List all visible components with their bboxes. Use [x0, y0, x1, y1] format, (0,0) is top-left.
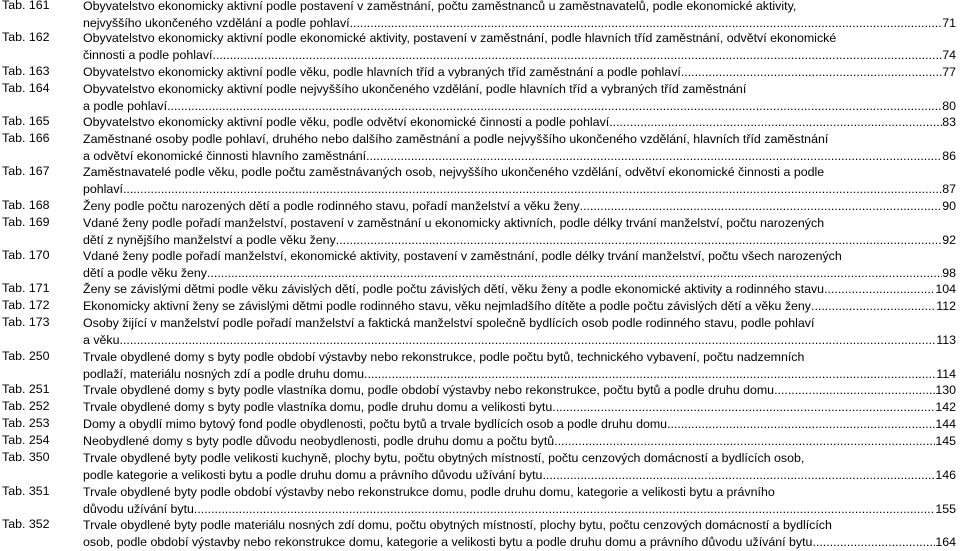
dot-leader	[812, 534, 935, 551]
title-line: činnosti a podle pohlaví	[83, 47, 213, 62]
table-number: Tab. 171	[2, 281, 50, 295]
page-number[interactable]: 77	[942, 65, 956, 79]
entry-title	[83, 198, 956, 215]
dot-leader	[167, 98, 942, 115]
dot-leader	[120, 332, 937, 349]
title-line-last	[83, 198, 956, 215]
entry-title	[83, 484, 956, 518]
page-number[interactable]: 144	[935, 417, 956, 431]
table-number: Tab. 164	[2, 81, 50, 95]
title-line: nejvyššího ukončeného vzdělání a podle pohlaví	[83, 15, 350, 30]
entry-title	[83, 349, 956, 383]
page-number[interactable]: 87	[942, 181, 956, 196]
dot-leader	[580, 198, 943, 215]
page-number[interactable]: 71	[942, 15, 956, 30]
title-line: podlaží, materiálu nosných zdí a podle druhu domu	[83, 366, 365, 381]
title-line: Domy a obydlí mimo bytový fond podle obydlenosti, počtu bytů a trvale bydlících osob a podle druhu domu	[83, 417, 668, 431]
title-line: Zaměstnavatelé podle věku, podle počtu zaměstnávaných osob, nejvyššího ukončeného vzdělání, odvětví ekonomické činnosti a podle	[83, 165, 825, 179]
entry-title	[83, 298, 956, 315]
title-line-last	[83, 281, 956, 298]
title-line-last	[83, 181, 956, 198]
entry-title	[83, 30, 956, 64]
entry-title	[83, 0, 956, 32]
title-line-last	[83, 467, 956, 484]
title-line: Osoby žijící v manželství podle pořadí manželství a faktická manželství společně bydlících osob podle rodinného stavu, podle pohlaví	[83, 316, 815, 330]
title-line: Trvale obydlené domy s byty podle období výstavby nebo rekonstrukce, podle počtu bytů, technického vybavení, počtu nadzemních	[83, 350, 805, 364]
title-line: Zaměstnané osoby podle pohlaví, druhého nebo dalšího zaměstnání a podle nejvyššího ukončeného vzdělání, hlavních tříd zaměstnání	[83, 132, 829, 146]
title-line: Ženy podle počtu narozených dětí a podle rodinného stavu, pořadí manželství a věku ženy	[83, 199, 580, 213]
table-number: Tab. 172	[2, 298, 50, 312]
dot-leader	[824, 281, 935, 298]
page-number[interactable]: 86	[942, 148, 956, 163]
title-line: Obyvatelstvo ekonomicky aktivní podle nejvyššího ukončeného vzdělání, podle hlavních tříd a vybraných tříd zaměstnání	[83, 82, 747, 96]
table-number: Tab. 351	[2, 484, 50, 498]
page-number[interactable]: 112	[936, 299, 956, 313]
dot-leader	[123, 181, 942, 198]
entry-title	[83, 399, 956, 416]
table-number: Tab. 350	[2, 450, 50, 464]
dot-leader	[213, 47, 943, 64]
title-line-last	[83, 366, 956, 383]
title-line: a věku	[83, 332, 120, 347]
title-line: osob, podle období výstavby nebo rekonstrukce domu, kategorie a velikosti bytu a podle druhu domu a právního důvodu užívání bytu	[83, 534, 813, 549]
table-number: Tab. 250	[2, 349, 50, 363]
title-line: Neobydlené domy s byty podle důvodu neobydlenosti, podle druhu domu a počtu bytů	[83, 434, 555, 448]
page-number[interactable]: 80	[942, 98, 956, 113]
title-line: Vdané ženy podle pořadí manželství, postavení v zaměstnání u ekonomicky aktivních, podle délky trvání manželství, počtu narozených	[83, 216, 825, 230]
title-line: Obyvatelstvo ekonomicky aktivní podle věku, podle hlavních tříd a vybraných tříd zaměstnání a podle pohlaví	[83, 65, 681, 79]
page-number[interactable]: 114	[936, 366, 956, 381]
title-line: pohlaví	[83, 181, 123, 196]
dot-leader	[207, 265, 942, 282]
entry-title	[83, 64, 956, 81]
table-number: Tab. 251	[2, 382, 50, 396]
table-number: Tab. 161	[2, 0, 50, 12]
page-number[interactable]: 113	[936, 332, 956, 347]
entry-title	[83, 382, 956, 399]
dot-leader	[366, 148, 942, 165]
page-number[interactable]: 104	[935, 282, 956, 296]
dot-leader	[554, 433, 935, 450]
title-line-last	[83, 148, 956, 165]
title-line: Trvale obydlené domy s byty podle vlastníka domu, podle druhu domu a velikosti bytu	[83, 400, 553, 414]
entry-title	[83, 215, 956, 249]
title-line: Trvale obydlené byty podle období výstavby nebo rekonstrukce domu, podle druhu domu, kategorie a velikosti bytu a právního	[83, 485, 775, 499]
page-number[interactable]: 145	[935, 434, 956, 448]
dot-leader	[336, 232, 942, 249]
title-line-last	[83, 399, 956, 416]
dot-leader	[194, 501, 935, 518]
entry-title	[83, 433, 956, 450]
table-number: Tab. 163	[2, 64, 50, 78]
dot-leader	[811, 298, 936, 315]
entry-title	[83, 416, 956, 433]
title-line-last	[83, 416, 956, 433]
title-line: Trvale obydlené domy s byty podle vlastníka domu, podle období výstavby nebo rekonstrukce, počtu bytů a podle druhu domu	[83, 383, 775, 397]
entry-title	[83, 81, 956, 115]
page-number[interactable]: 90	[942, 199, 956, 213]
dot-leader	[609, 114, 942, 131]
dot-leader	[552, 399, 935, 416]
title-line: a odvětví ekonomické činnosti hlavního zaměstnání	[83, 148, 367, 163]
title-line: Vdané ženy podle pořadí manželství, ekonomické aktivity, postavení v zaměstnání, podle délky trvání manželství, počtu všech narozených	[83, 249, 842, 263]
page-number[interactable]: 164	[935, 534, 956, 549]
page-number[interactable]: 92	[942, 232, 956, 247]
page-number[interactable]: 83	[942, 115, 956, 129]
dot-leader	[667, 416, 935, 433]
page-number[interactable]: 98	[942, 265, 956, 280]
entry-title	[83, 114, 956, 131]
title-line-last	[83, 382, 956, 399]
title-line-last	[83, 114, 956, 131]
title-line-last	[83, 534, 956, 551]
title-line-last	[83, 265, 956, 282]
page-number[interactable]: 155	[935, 501, 956, 516]
title-line-last	[83, 98, 956, 115]
table-number: Tab. 168	[2, 198, 50, 212]
table-number: Tab. 253	[2, 416, 50, 430]
title-line: Obyvatelstvo ekonomicky aktivní podle ekonomické aktivity, postavení v zaměstnání, podle hlavních tříd zaměstnání, odvětví ekonomické	[83, 31, 837, 45]
dot-leader	[681, 64, 942, 81]
title-line-last	[83, 501, 956, 518]
title-line-last	[83, 47, 956, 64]
title-line-last	[83, 64, 956, 81]
entry-title	[83, 315, 956, 349]
entry-title	[83, 248, 956, 282]
title-line: Ženy se závislými dětmi podle věku závislých dětí, podle počtu závislých dětí, věku ženy a podle ekonomické aktivity a rodinného stavu	[83, 282, 825, 296]
entry-title	[83, 131, 956, 165]
page-number[interactable]: 142	[935, 400, 956, 414]
title-line-last	[83, 232, 956, 249]
title-line: Obyvatelstvo ekonomicky aktivní podle věku, podle odvětví ekonomické činnosti a podle pohlaví	[83, 115, 610, 129]
title-line: podle kategorie a velikosti bytu a podle druhu domu a právního důvodu užívání bytu	[83, 467, 543, 482]
table-number: Tab. 170	[2, 248, 50, 262]
page-number[interactable]: 146	[935, 467, 956, 482]
table-number: Tab. 166	[2, 131, 50, 145]
table-number: Tab. 252	[2, 399, 50, 413]
title-line: Obyvatelstvo ekonomicky aktivní podle postavení v zaměstnání, počtu zaměstnanců u zaměstnavatelů, podle ekonomické aktivity,	[83, 0, 797, 13]
table-number: Tab. 173	[2, 315, 50, 329]
page-number[interactable]: 130	[935, 383, 956, 397]
title-line: Trvale obydlené byty podle velikosti kuchyně, plochy bytu, počtu obytných místností, počtu cenzových domácností a bydlících osob,	[83, 451, 805, 465]
title-line: dětí a podle věku ženy	[83, 265, 207, 280]
page-number[interactable]: 74	[942, 47, 956, 62]
dot-leader	[774, 382, 935, 399]
entry-title	[83, 164, 956, 198]
table-number: Tab. 169	[2, 215, 50, 229]
dot-leader	[542, 467, 935, 484]
table-number: Tab. 165	[2, 114, 50, 128]
title-line-last	[83, 332, 956, 349]
title-line: dětí z nynějšího manželství a podle věku ženy	[83, 232, 336, 247]
table-number: Tab. 254	[2, 433, 50, 447]
title-line: důvodu užívání bytu	[83, 501, 194, 516]
entry-title	[83, 517, 956, 551]
table-number: Tab. 167	[2, 164, 50, 178]
entry-title	[83, 450, 956, 484]
title-line: Ekonomicky aktivní ženy se závislými dětmi podle rodinného stavu, věku nejmladšího dítěte a podle počtu závislých dětí a věku ženy	[83, 299, 811, 313]
dot-leader	[364, 366, 936, 383]
table-number: Tab. 162	[2, 30, 50, 44]
title-line: Trvale obydlené byty podle materiálu nosných zdí domu, počtu obytných místností, plochy bytu, počtu cenzových domácností a bydlících	[83, 518, 832, 532]
table-number: Tab. 352	[2, 517, 50, 531]
entry-title	[83, 281, 956, 298]
title-line-last	[83, 433, 956, 450]
title-line-last	[83, 298, 956, 315]
title-line: a podle pohlaví	[83, 98, 168, 113]
